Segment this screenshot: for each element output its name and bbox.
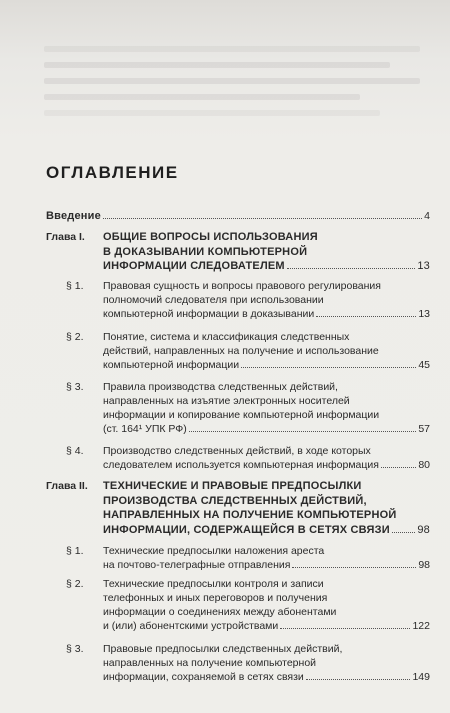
page-number: 80 [418, 459, 430, 471]
page-number: 45 [418, 359, 430, 371]
chapter-title-line: НАПРАВЛЕННЫХ НА ПОЛУЧЕНИЕ КОМПЬЮТЕРНОЙ [103, 509, 397, 521]
chapter-title [103, 230, 430, 274]
section-title-line: Производство следственных действий, в ходе которых [103, 445, 371, 457]
section-title-line: Понятие, система и классификация следственных [103, 331, 350, 343]
section-title-line: направленных на получение компьютерной [103, 657, 317, 669]
chapter-title-line: ПРОИЗВОДСТВА СЛЕДСТВЕННЫХ ДЕЙСТВИЙ, [103, 494, 367, 507]
section-title [103, 544, 430, 572]
chapter-title-line: ИНФОРМАЦИИ, СОДЕРЖАЩЕЙСЯ В СЕТЯХ СВЯЗИ [103, 523, 390, 536]
section-number: § 2. [66, 331, 84, 343]
section-title-line: Правила производства следственных действий, [103, 381, 338, 393]
section-title-line: на почтово-телеграфные отправления [103, 559, 291, 571]
chapter-title-line: ОБЩИЕ ВОПРОСЫ ИСПОЛЬЗОВАНИЯ [103, 231, 318, 243]
section-title [103, 642, 430, 684]
section-number: § 3. [66, 381, 84, 393]
section-title [103, 577, 430, 633]
section-title-line: информации и копирование компьютерной информации [103, 409, 380, 421]
dot-leader [103, 218, 422, 219]
bleed-through-line [44, 78, 420, 84]
bleed-through-line [44, 94, 360, 100]
section-number: § 2. [66, 578, 84, 590]
section-title-line: телефонных и иных переговоров и получения [103, 592, 328, 604]
section-number: § 4. [66, 445, 84, 457]
chapter-label: Глава I. [46, 231, 85, 243]
section-title-line: направленных на изъятие электронных носителей [103, 395, 350, 407]
section-title-line: действий, направленных на получение и использование [103, 345, 379, 357]
section-number: § 3. [66, 643, 84, 655]
page-number: 122 [412, 620, 430, 632]
section-title-line: Правовая сущность и вопросы правового регулирования [103, 280, 381, 292]
page-number: 13 [417, 260, 430, 272]
section-title [103, 444, 430, 472]
section-title-line: Технические предпосылки наложения ареста [103, 545, 325, 557]
section-title-line: компьютерной информации в доказывании [103, 308, 315, 320]
chapter-title-line: ТЕХНИЧЕСКИЕ И ПРАВОВЫЕ ПРЕДПОСЫЛКИ [103, 480, 362, 492]
dot-leader [316, 316, 416, 317]
section-title-line: компьютерной информации [103, 359, 240, 371]
bleed-through-line [44, 110, 380, 116]
dot-leader [381, 467, 416, 468]
intro-label: Введение [46, 210, 101, 222]
dot-leader [287, 268, 416, 269]
chapter-label: Глава II. [46, 480, 88, 492]
dot-leader [392, 532, 416, 533]
section-title-line: Технические предпосылки контроля и записи [103, 578, 324, 590]
dot-leader [292, 567, 416, 568]
chapter-title [103, 479, 430, 537]
section-number: § 1. [66, 280, 84, 292]
section-title [103, 279, 430, 321]
bleed-through-line [44, 62, 390, 68]
section-title-line: Правовые предпосылки следственных действий, [103, 643, 343, 655]
section-title-line: информации, сохраняемой в сетях связи [103, 671, 304, 683]
chapter-title-line: ИНФОРМАЦИИ СЛЕДОВАТЕЛЕМ [103, 260, 285, 272]
section-title-line: и (или) абонентскими устройствами [103, 620, 279, 632]
chapter-title-line: В ДОКАЗЫВАНИИ КОМПЬЮТЕРНОЙ [103, 245, 308, 258]
dot-leader [189, 431, 417, 432]
section-title-line: полномочий следователя при использовании [103, 294, 324, 306]
section-title-line: информации о соединениях между абонентами [103, 606, 337, 618]
dot-leader [241, 367, 416, 368]
page-number: 98 [418, 559, 430, 571]
section-title-line: (ст. 164¹ УПК РФ) [103, 423, 187, 435]
page-number: 149 [412, 671, 430, 683]
bleed-through-line [44, 46, 420, 52]
section-title-line: следователем используется компьютерная информация [103, 459, 379, 471]
toc-title: ОГЛАВЛЕНИЕ [46, 163, 179, 182]
section-title [103, 380, 430, 436]
dot-leader [280, 628, 410, 629]
section-title [103, 330, 430, 372]
page-number: 4 [424, 210, 430, 222]
page-number: 98 [417, 523, 430, 536]
dot-leader [306, 679, 411, 680]
page-number: 13 [418, 308, 430, 320]
page-number: 57 [418, 423, 430, 435]
section-number: § 1. [66, 545, 84, 557]
